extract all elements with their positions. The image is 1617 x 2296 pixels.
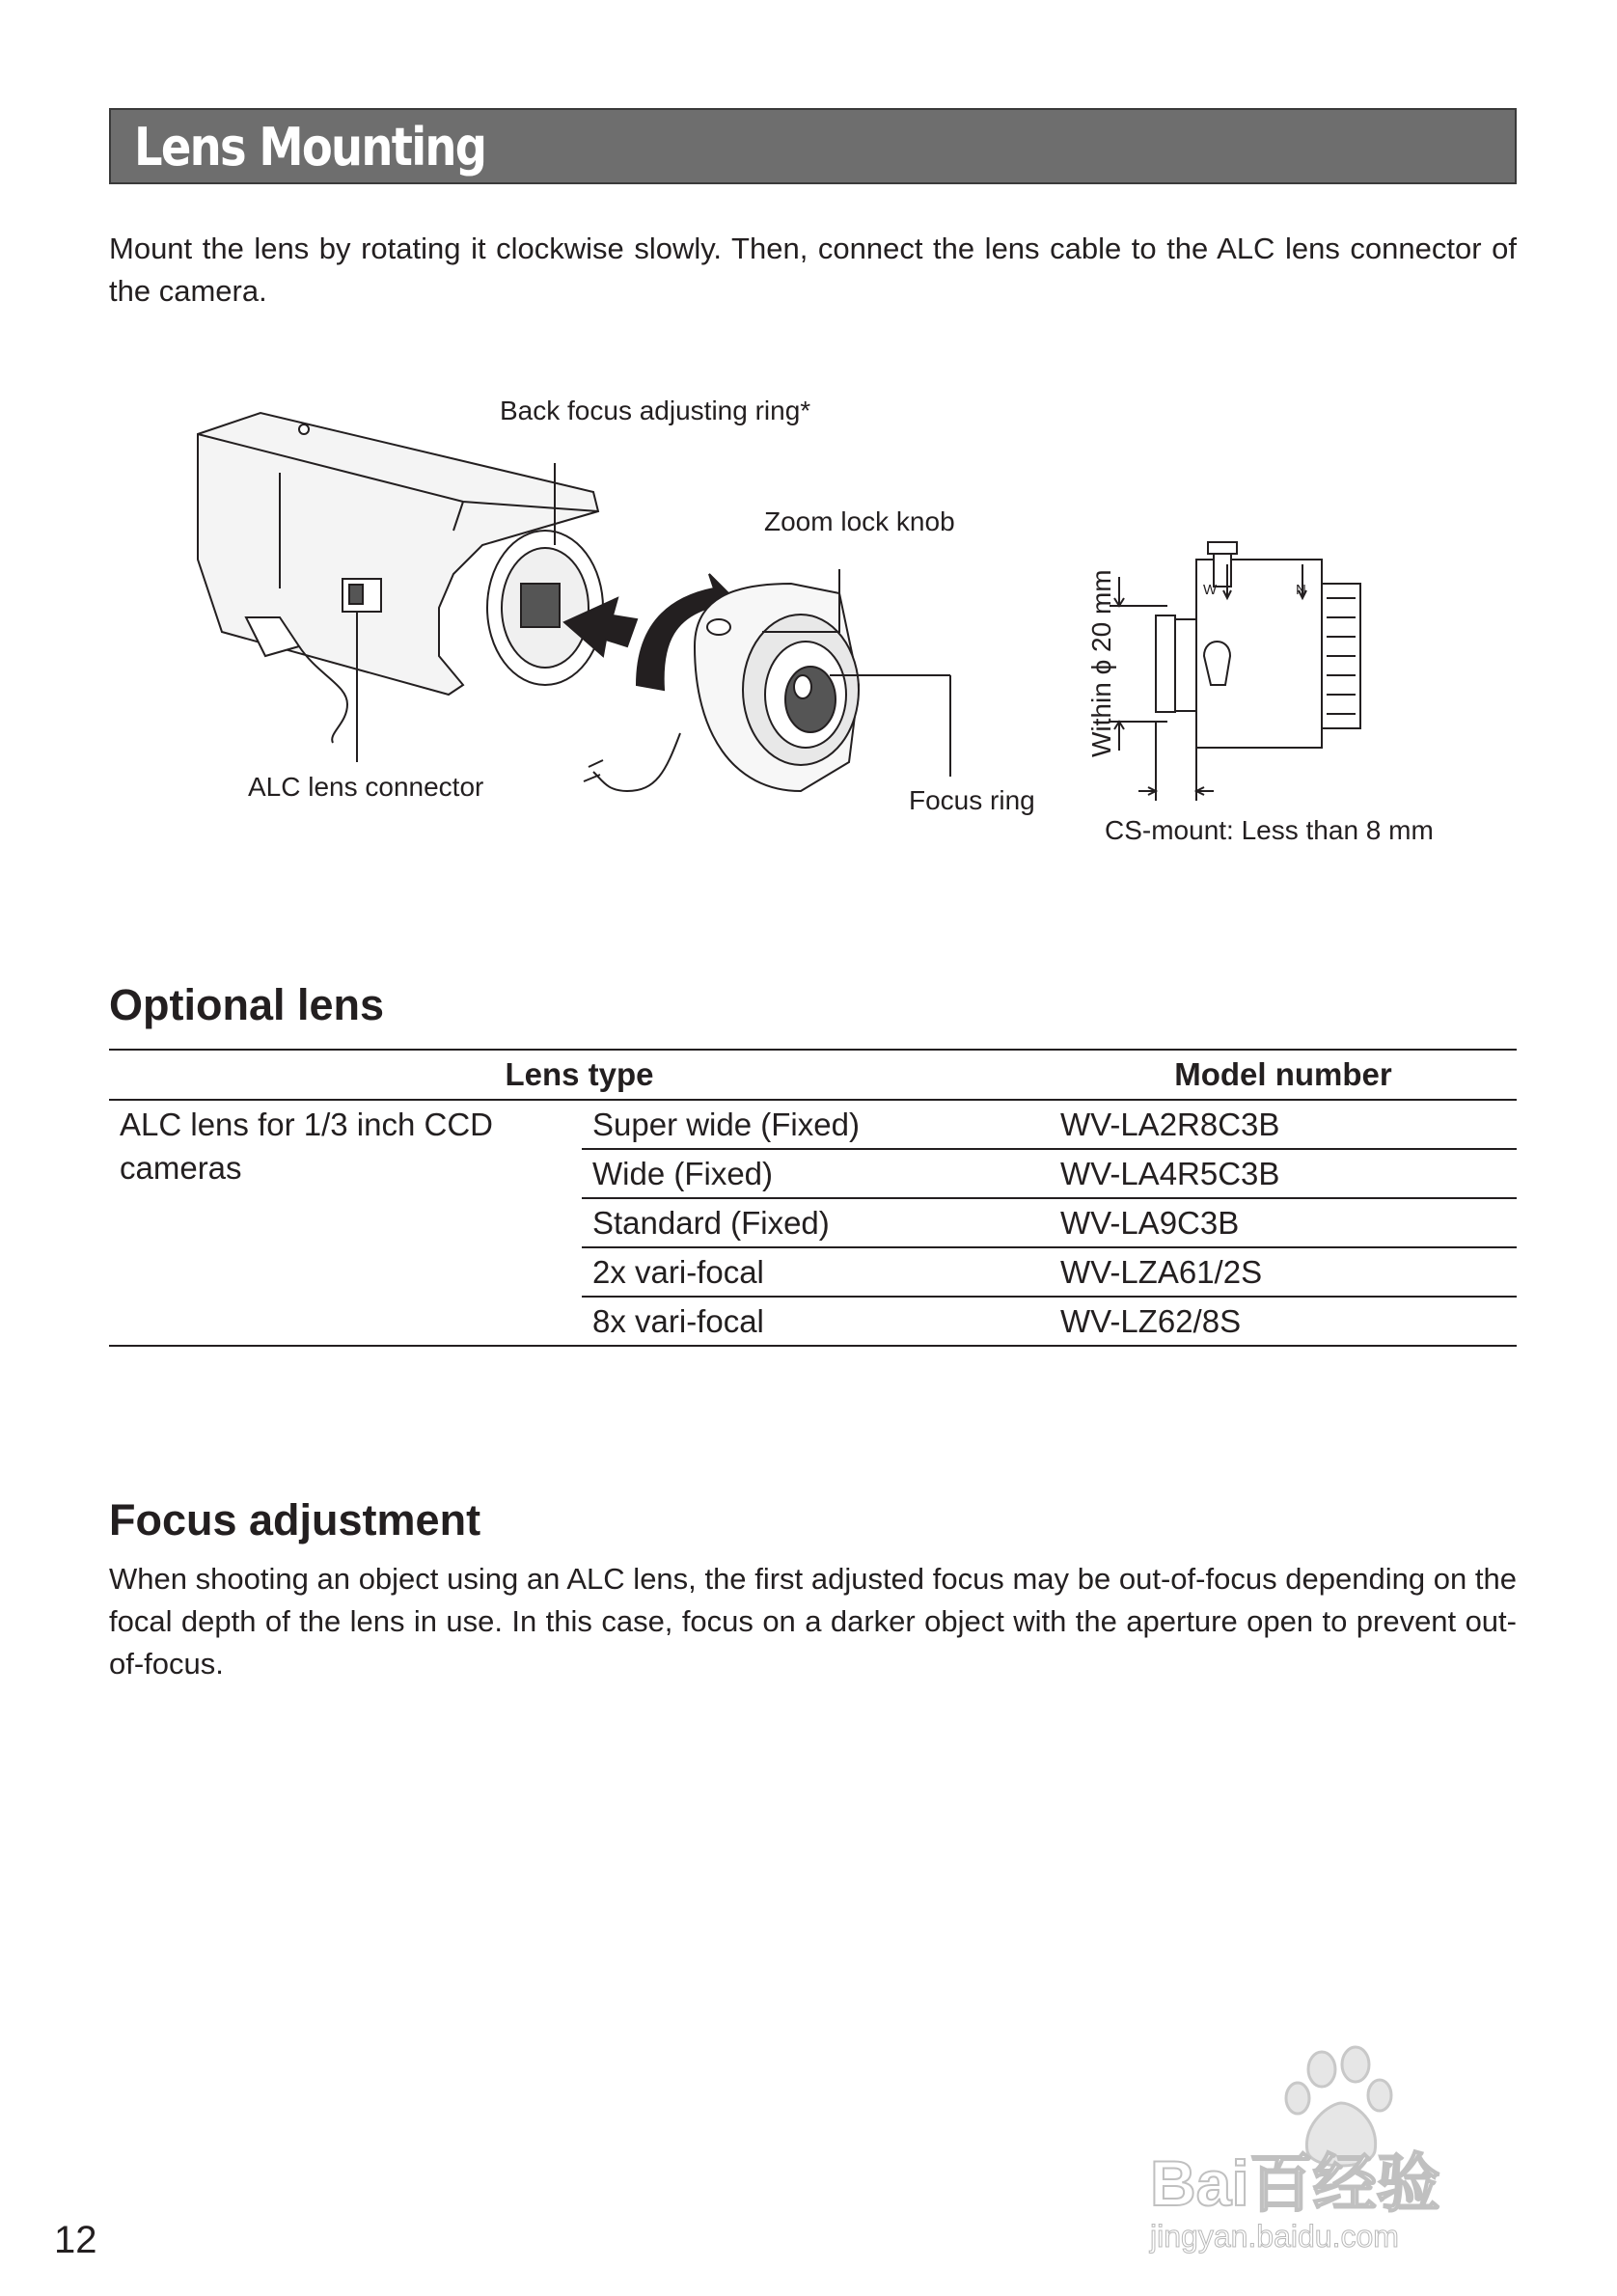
- optional-lens-heading: Optional lens: [109, 980, 385, 1029]
- intro-paragraph: Mount the lens by rotating it clockwise slowly. Then, connect the lens cable to the ALC lens connector of the camera.: [109, 232, 1517, 308]
- lens-mounting-diagram: [0, 367, 1617, 868]
- baidu-jingyan-watermark: [1138, 2045, 1544, 2257]
- focus-adjustment-heading: Focus adjustment: [109, 1495, 481, 1544]
- label-cs-mount: CS-mount: Less than 8 mm: [1105, 815, 1434, 845]
- w-mark: W: [1203, 582, 1218, 598]
- model-number-cell: WV-LA2R8C3B: [1050, 1100, 1517, 1149]
- table-row: [109, 1100, 1517, 1149]
- label-zoom-lock-knob: Zoom lock knob: [764, 506, 955, 536]
- lens-type-cell: Standard (Fixed): [582, 1198, 1050, 1247]
- lens-type-cell: 2x vari-focal: [582, 1247, 1050, 1297]
- section-title: Lens Mounting: [134, 117, 486, 178]
- header-lens-type: Lens type: [109, 1050, 1050, 1100]
- label-focus-ring: Focus ring: [909, 785, 1035, 815]
- n-mark: N: [1296, 582, 1306, 598]
- camera-lens-illustration: [0, 367, 1617, 868]
- lens-type-cell: 8x vari-focal: [582, 1297, 1050, 1346]
- label-back-focus-ring: Back focus adjusting ring*: [500, 396, 811, 425]
- label-alc-lens-connector: ALC lens connector: [248, 772, 484, 802]
- optional-lens-table: [109, 1049, 1517, 1347]
- table-header-row: [109, 1050, 1517, 1100]
- lens-type-cell: Wide (Fixed): [582, 1149, 1050, 1198]
- model-number-cell: WV-LZ62/8S: [1050, 1297, 1517, 1346]
- lens-type-cell: Super wide (Fixed): [582, 1100, 1050, 1149]
- focus-adjustment-paragraph: When shooting an object using an ALC lens, the first adjusted focus may be out-of-focus depending on the focal depth of the lens in use. In this case, focus on a darker object with the aperture open to prevent out-of-focus.: [109, 1562, 1517, 1681]
- model-number-cell: WV-LZA61/2S: [1050, 1247, 1517, 1297]
- watermark-url: jingyan.baidu.com: [1150, 2219, 1399, 2254]
- model-number-cell: WV-LA9C3B: [1050, 1198, 1517, 1247]
- label-within-20mm: Within ϕ 20 mm: [1086, 569, 1116, 757]
- section-title-bar: [109, 108, 1517, 184]
- header-model-number: Model number: [1050, 1050, 1517, 1100]
- page-number: 12: [54, 2219, 97, 2261]
- lens-group-cell: ALC lens for 1/3 inch CCD cameras: [109, 1100, 582, 1346]
- model-number-cell: WV-LA4R5C3B: [1050, 1149, 1517, 1198]
- watermark-brand: Bai百经验: [1150, 2147, 1440, 2219]
